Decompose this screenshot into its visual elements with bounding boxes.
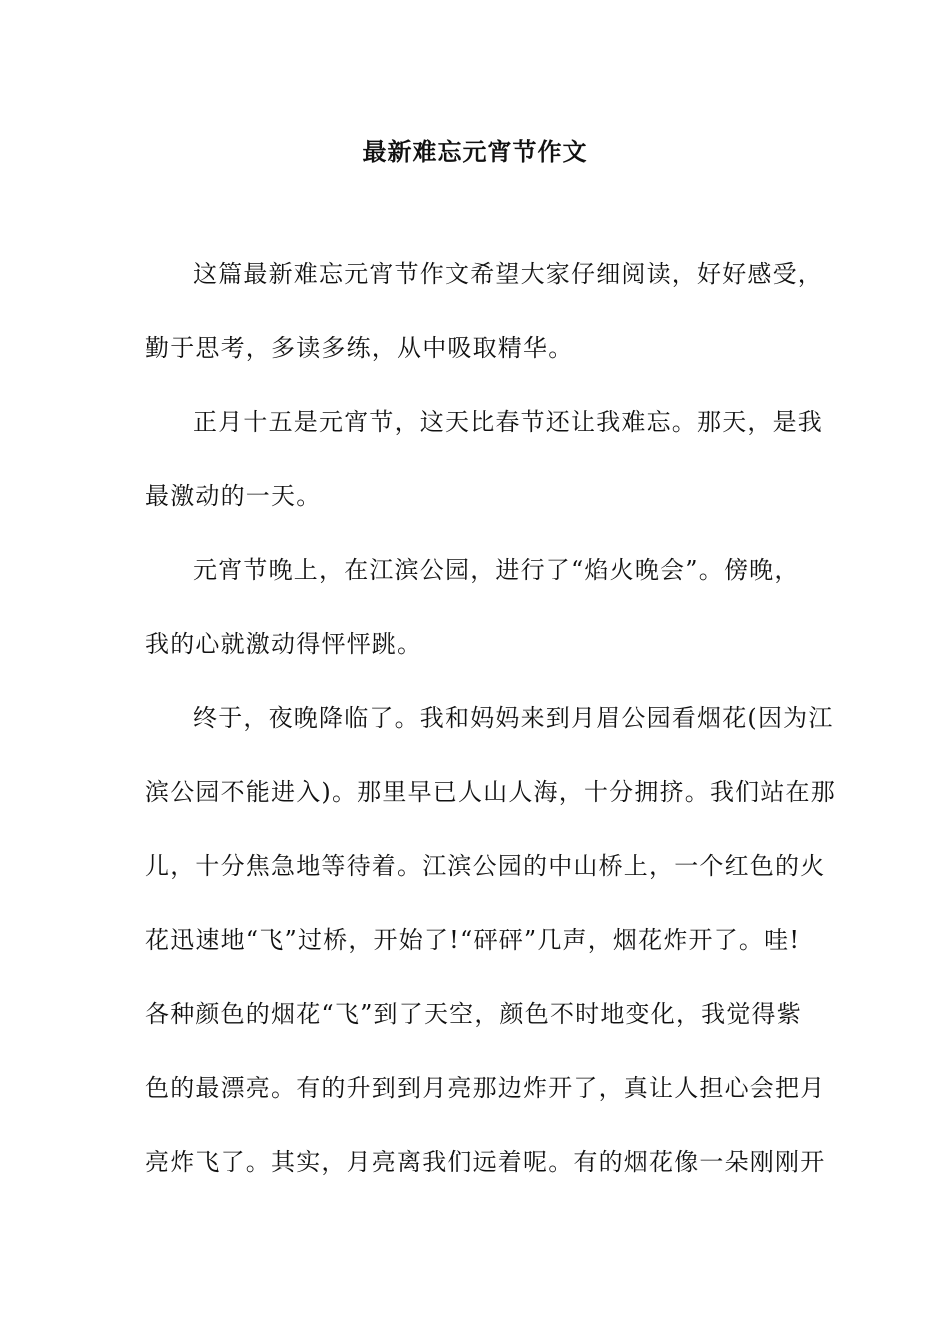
- paragraph-line: 滨公园不能进入)。那里早已人山人海，十分拥挤。我们站在那: [145, 778, 836, 806]
- paragraph-line: 最激动的一天。: [145, 482, 322, 510]
- paragraph-line: 正月十五是元宵节，这天比春节还让我难忘。那天，是我: [193, 408, 823, 436]
- paragraph-line: 亮炸飞了。其实，月亮离我们远着呢。有的烟花像一朵刚刚开: [145, 1148, 826, 1176]
- document-title: 最新难忘元宵节作文: [362, 137, 588, 166]
- paragraph-line: 各种颜色的烟花“飞”到了天空，颜色不时地变化，我觉得紫: [145, 1000, 802, 1028]
- document-body: [145, 250, 836, 1212]
- paragraph-line: 这篇最新难忘元宵节作文希望大家仔细阅读，好好感受，: [193, 260, 823, 288]
- paragraph-line: 勤于思考，多读多练，从中吸取精华。: [145, 334, 574, 362]
- paragraph-line: 儿，十分焦急地等待着。江滨公园的中山桥上，一个红色的火: [145, 852, 826, 880]
- paragraph-line: 元宵节晚上，在江滨公园，进行了“焰火晚会”。傍晚，: [193, 556, 800, 584]
- paragraph-line: 终于，夜晚降临了。我和妈妈来到月眉公园看烟花(因为江: [193, 704, 834, 732]
- paragraph-line: 花迅速地“飞”过桥，开始了!“砰砰”几声，烟花炸开了。哇!: [145, 926, 801, 954]
- paragraph-line: 色的最漂亮。有的升到到月亮那边炸开了，真让人担心会把月: [145, 1074, 826, 1102]
- paragraph-line: 我的心就激动得怦怦跳。: [145, 630, 423, 658]
